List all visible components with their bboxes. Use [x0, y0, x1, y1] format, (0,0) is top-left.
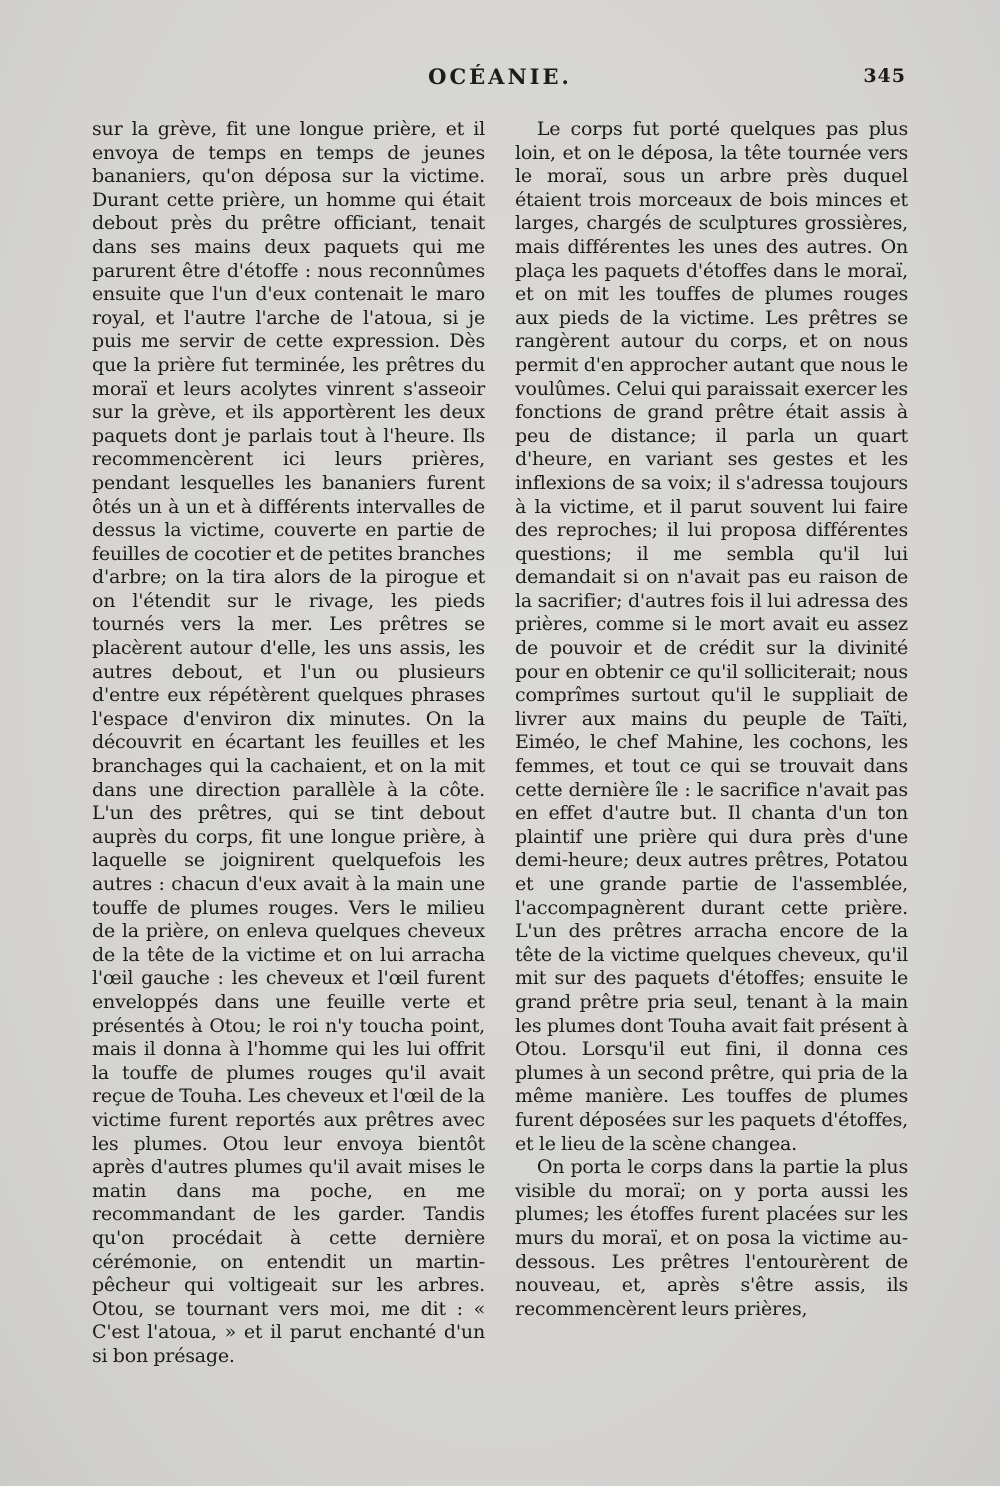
- right-column: [515, 118, 908, 1368]
- running-title: OCÉANIE.: [428, 64, 572, 89]
- page-header: [92, 64, 908, 94]
- paragraph-right-1: Le corps fut porté quelques pas plus loin, et on le déposa, la tête tournée vers le moraï, sous un arbre près duquel étaient trois morceaux de bois minces et larges, chargés de sculptures grossières, mais différentes les unes des autres. On plaça les paquets d'étoffes dans le moraï, et on mit les touffes de plumes rouges aux pieds de la victime. Les prêtres se rangèrent autour du corps, et on nous permit d'en approcher autant que nous le voulûmes. Celui qui paraissait exercer les fonctions de grand prêtre était assis à peu de distance; il parla un quart d'heure, en variant ses gestes et les inflexions de sa voix; il s'adressa toujours à la victime, et il parut souvent lui faire des reproches; il lui proposa différentes questions; il me sembla qu'il lui demandait si on n'avait pas eu raison de la sacrifier; d'autres fois il lui adressa des prières, comme si le mort avait eu assez de pouvoir et de crédit sur la divinité pour en obtenir ce qu'il solliciterait; nous comprîmes surtout qu'il le suppliait de livrer aux mains du peuple de Taïti, Eiméo, le chef Mahine, les cochons, les femmes, et tout ce qui se trouvait dans cette dernière île : le sacrifice n'avait pas en effet d'autre but. Il chanta d'un ton plaintif une prière qui dura près d'une demi-heure; deux autres prêtres, Potatou et une grande partie de l'assemblée, l'accompagnèrent durant cette prière. L'un des prêtres arracha encore de la tête de la victime quelques cheveux, qu'il mit sur des paquets d'étoffes; ensuite le grand prêtre pria seul, tenant à la main les plumes dont Touha avait fait présent à Otou. Lorsqu'il eut fini, il donna ces plumes à un second prêtre, qui pria de la même manière. Les touffes de plumes furent déposées sur les paquets d'étoffes, et le lieu de la scène changea.: [515, 118, 908, 1155]
- page-number: 345: [863, 65, 906, 87]
- left-column: [92, 118, 485, 1368]
- paragraph-left-continuation: sur la grève, fit une longue prière, et il envoya de temps en temps de jeunes bananiers, qu'on déposa sur la victime. Durant cette prière, un homme qui était debout près du prêtre officiant, tenait dans ses mains deux paquets qui me parurent être d'étoffe : nous reconnûmes ensuite que l'un d'eux contenait le maro royal, et l'autre l'arche de l'atoua, si je puis me servir de cette expression. Dès que la prière fut terminée, les prêtres du moraï et leurs acolytes vinrent s'asseoir sur la grève, et ils apportèrent les deux paquets dont je parlais tout à l'heure. Ils recommencèrent ici leurs prières, pendant lesquelles les bananiers furent ôtés un à un et à différents intervalles de dessus la victime, couverte en partie de feuilles de cocotier et de petites branches d'arbre; on la tira alors de la pirogue et on l'étendit sur le rivage, les pieds tournés vers la mer. Les prêtres se placèrent autour d'elle, les uns assis, les autres debout, et l'un ou plusieurs d'entre eux répétèrent quelques phrases l'espace d'environ dix minutes. On la découvrit en écartant les feuilles et les branchages qui la cachaient, et on la mit dans une direction parallèle à la côte. L'un des prêtres, qui se tint debout auprès du corps, fit une longue prière, à laquelle se joignirent quelquefois les autres : chacun d'eux avait à la main une touffe de plumes rouges. Vers le milieu de la prière, on enleva quelques cheveux de la tête de la victime et on lui arracha l'œil gauche : les cheveux et l'œil furent enveloppés dans une feuille verte et présentés à Otou; le roi n'y toucha point, mais il donna à l'homme qui les lui offrit la touffe de plumes rouges qu'il avait reçue de Touha. Les cheveux et l'œil de la victime furent reportés aux prêtres avec les plumes. Otou leur envoya bientôt après d'autres plumes qu'il avait mises le matin dans ma poche, en me recommandant de les garder. Tandis qu'on procédait à cette dernière cérémonie, on entendit un martin-pêcheur qui voltigeait sur les arbres. Otou, se tournant vers moi, me dit : « C'est l'atoua, » et il parut enchanté d'un si bon présage.: [92, 118, 485, 1367]
- paragraph-right-2: On porta le corps dans la partie la plus visible du moraï; on y porta aussi les plumes; les étoffes furent placées sur les murs du moraï, et on posa la victime au-dessous. Les prêtres l'entourèrent de nouveau, et, après s'être assis, ils recommencèrent leurs prières,: [515, 1156, 908, 1320]
- text-columns: [92, 118, 908, 1368]
